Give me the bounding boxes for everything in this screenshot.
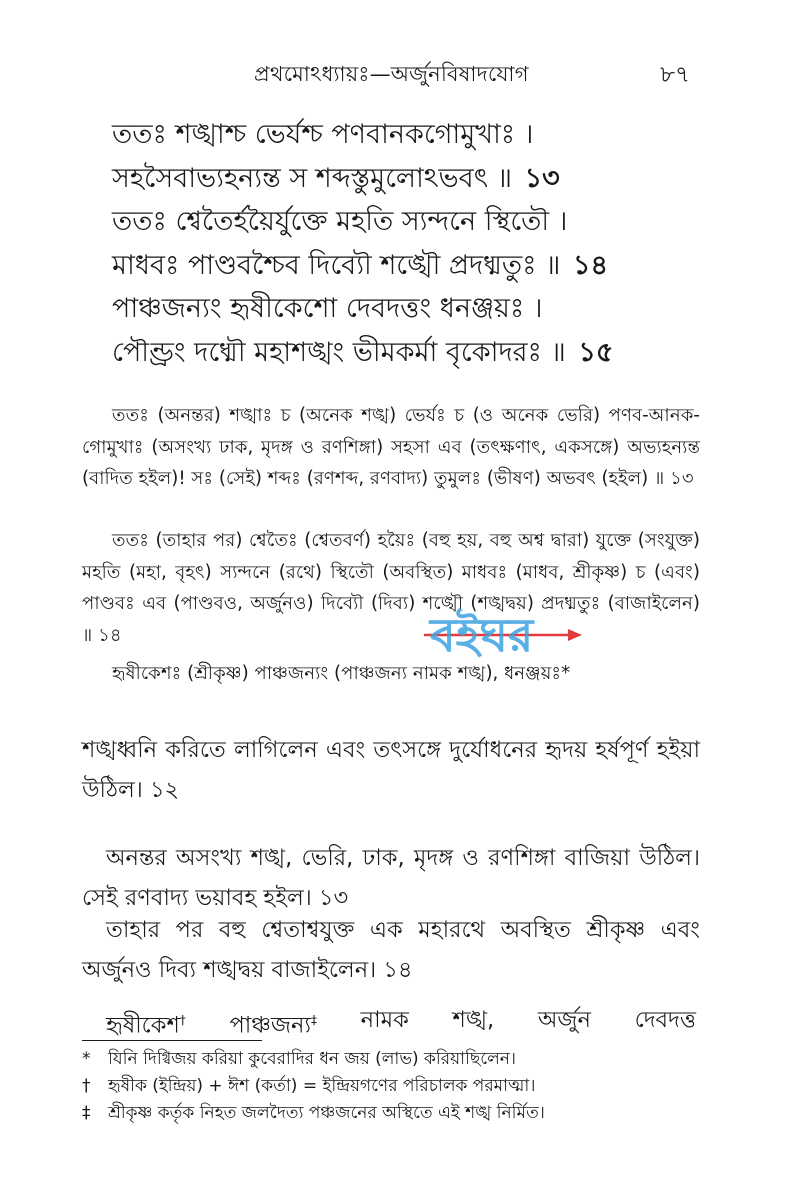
verse-text: ততঃ শঙ্খাশ্চ ভের্যশ্চ পণবানকগোমুখাঃ । xyxy=(112,119,534,150)
word-gloss-13 xyxy=(82,400,700,495)
footnote xyxy=(82,1100,702,1127)
verse-line xyxy=(112,200,712,244)
word: দেবদত্ত xyxy=(634,1007,696,1033)
running-title: প্রথমোঽধ্যায়ঃ—অর্জুনবিষাদযোগ xyxy=(254,62,529,86)
page-number: ৮৭ xyxy=(660,62,690,88)
word-gloss-15 xyxy=(82,658,700,690)
verse-line xyxy=(112,331,712,375)
translation-15-start xyxy=(106,1000,696,1046)
page-header xyxy=(0,52,794,92)
word xyxy=(229,1000,317,1046)
verse-number: ১৪ xyxy=(572,249,609,281)
sanskrit-verses xyxy=(112,113,712,375)
translation-14 xyxy=(82,910,700,990)
verse-line xyxy=(112,244,712,288)
footnote-ref: † xyxy=(179,1013,186,1027)
footnote-divider xyxy=(82,1040,262,1041)
footnotes xyxy=(82,1046,702,1127)
footnote xyxy=(82,1073,702,1100)
word: শঙ্খ, xyxy=(452,1007,495,1033)
gloss-paragraph: হৃষীকেশঃ (শ্রীকৃষ্ণ) পাঞ্চজন্যং (পাঞ্চজন্য নামক শঙ্খ), ধনঞ্জয়ঃ* xyxy=(112,663,571,684)
watermark-text: বইঘর xyxy=(430,608,534,662)
verse-text: পাঞ্চজন্যং হৃষীকেশো দেবদত্তং ধনঞ্জয়ঃ । xyxy=(112,293,543,325)
footnote-mark: † xyxy=(82,1076,91,1096)
word-text: পাঞ্চজন্য xyxy=(229,1012,311,1039)
footnote-ref: ‡ xyxy=(310,1013,317,1027)
verse-line xyxy=(112,113,712,157)
gloss-paragraph: ততঃ (অনন্তর) শঙ্খাঃ চ (অনেক শঙ্খ) ভের্যঃ চ (ও অনেক ভেরি) পণব-আনক-গোমুখাঃ (অসংখ্য ঢাক, মৃদঙ্গ ও রণশিঙ্গা) সহসা এব (তৎক্ষণাৎ, একসঙ্গে) অভ্যহন্যন্ত (বাদিত হইল)! সঃ (সেই) শব্দঃ (রণশব্দ, রণবাদ্য) তুমুলঃ (ভীষণ) অভবৎ (হইল) ॥ ১৩ xyxy=(82,405,700,489)
footnote-mark: * xyxy=(82,1049,91,1069)
verse-line xyxy=(112,287,712,331)
footnote xyxy=(82,1046,702,1073)
translation-paragraph: তাহার পর বহু শ্বেতাশ্বযুক্ত এক মহারথে অবস্থিত শ্রীকৃষ্ণ এবং অর্জুনও দিব্য শঙ্খদ্বয় বাজাইলেন। ১৪ xyxy=(82,917,700,983)
verse-number: ১৫ xyxy=(578,336,614,368)
verse-text: ততঃ শ্বেতৈর্হয়ৈর্যুক্তে মহতি স্যন্দনে স্থিতৌ । xyxy=(112,206,568,238)
verse-text: মাধবঃ পাণ্ডবশ্চৈব দিব্যৌ শঙ্খৌ প্রদধ্মতুঃ ॥ xyxy=(112,249,561,281)
verse-text: পৌণ্ড্রং দধ্মৌ মহাশঙ্খং ভীমকর্মা বৃকোদরঃ ॥ xyxy=(112,336,566,368)
word-text: হৃষীকেশ xyxy=(106,1012,180,1039)
word xyxy=(106,1000,186,1046)
gloss-paragraph: ততঃ (তাহার পর) শ্বেতৈঃ (শ্বেতবর্ণ) হয়ৈঃ (বহু হয়, বহু অশ্ব দ্বারা) যুক্তে (সংযুক্ত) মহতি (মহা, বৃহৎ) স্যন্দনে (রথে) স্থিতৌ (অবস্থিত) মাধবঃ (মাধব, শ্রীকৃষ্ণ) চ (এবং) পাণ্ডবঃ এব (পাণ্ডবও, অর্জুনও) দিব্যৌ (দিব্য) শঙ্খৌ (শঙ্খদ্বয়) প্রদধ্মতুঃ (বাজাইলেন) ॥ ১৪ xyxy=(82,530,700,646)
translation-13 xyxy=(82,838,700,918)
verse-line xyxy=(112,157,712,201)
translation-paragraph: অনন্তর অসংখ্য শঙ্খ, ভেরি, ঢাক, মৃদঙ্গ ও রণশিঙ্গা বাজিয়া উঠিল। সেই রণবাদ্য ভয়াবহ হইল। ১৩ xyxy=(82,845,700,911)
footnote-text: যিনি দিগ্বিজয় করিয়া কুবেরাদির ধন জয় (লাভ) করিয়াছিলেন। xyxy=(108,1049,516,1069)
word: নামক xyxy=(360,1007,409,1033)
translation-12 xyxy=(82,730,700,810)
verse-number: ১৩ xyxy=(524,162,560,194)
footnote-text: হৃষীক (ইন্দ্রিয়) + ঈশ (কর্তা) = ইন্দ্রিয়গণের পরিচালক পরমাত্মা। xyxy=(108,1076,536,1096)
verse-text: সহসৈবাভ্যহন্যন্ত স শব্দস্তুমুলোঽভবৎ ॥ xyxy=(112,162,512,194)
footnote-mark: ‡ xyxy=(82,1103,91,1123)
translation-paragraph: শঙ্খধ্বনি করিতে লাগিলেন এবং তৎসঙ্গে দুর্যোধনের হৃদয় হর্ষপূর্ণ হইয়া উঠিল। ১২ xyxy=(82,737,700,803)
word-gloss-14 xyxy=(82,525,700,651)
word: অর্জুন xyxy=(537,1007,591,1033)
footnote-text: শ্রীকৃষ্ণ কর্তৃক নিহত জলদৈত্য পঞ্চজনের অস্থিতে এই শঙ্খ নির্মিত। xyxy=(108,1103,545,1123)
